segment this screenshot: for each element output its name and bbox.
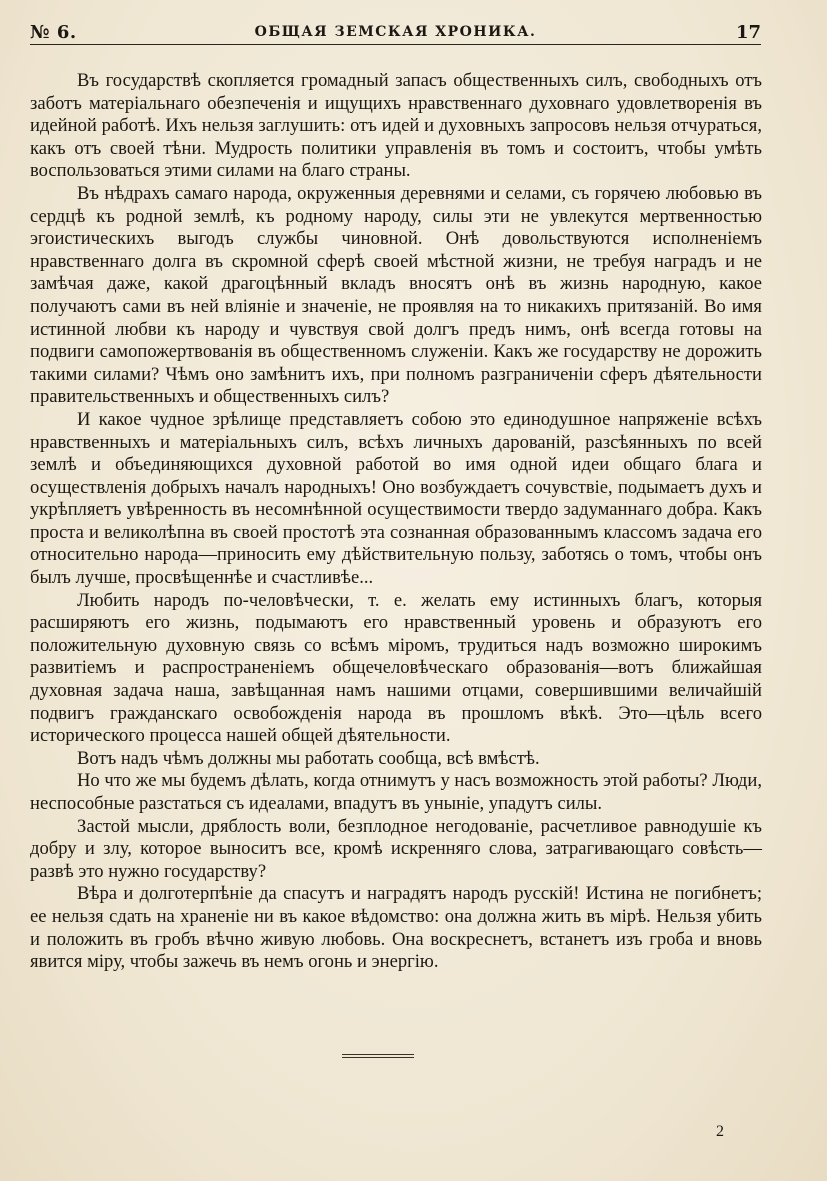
paragraph: Застой мысли, дряблость воли, безплодное негодованіе, расчетливое равнодушіе къ добру и злу, которое выноситъ все, кромѣ искренняго слова, затрагивающаго совѣсть—развѣ это нужно государству? [30, 815, 762, 882]
paragraph: Любить народъ по-человѣчески, т. е. желать ему истинныхъ благъ, которыя расширяютъ его жизнь, подымаютъ его нравственный уровень и образуютъ его положительную духовную связь со всѣмъ міромъ, трудиться надъ возможно широкимъ развитіемъ и распространеніемъ общечеловѣческаго образованія—вотъ ближайшая духовная задача наша, завѣщанная намъ нашими отцами, совершившими величайшій подвигъ гражданскаго освобожденія народа въ прошломъ вѣкѣ. Это—цѣль всего исторического процесса нашей общей дѣятельности. [30, 589, 762, 747]
paragraph: И какое чудное зрѣлище представляетъ собою это единодушное напряженіе всѣхъ нравственныхъ и матеріальныхъ силъ, всѣхъ личныхъ дарованій, разсѣянныхъ по всей землѣ и объединяющихся духовной работой во имя одной идеи общаго блага и осуществленія добрыхъ началъ народныхъ! Оно возбуждаетъ сочувствіе, подымаетъ духъ и укрѣпляетъ увѣренность въ несомнѣнной осуществимости твердо задуманнаго добра. Какъ проста и великолѣпна въ своей простотѣ эта сознанная образованнымъ классомъ задача его относительно народа—приносить ему дѣйствительную пользу, заботясь о томъ, чтобы онъ былъ лучше, просвѣщеннѣе и счастливѣе... [30, 408, 762, 589]
paragraph: Вѣра и долготерпѣніе да спасутъ и наградятъ народъ русскій! Истина не погибнетъ; ее нельзя сдать на храненіе ни въ какое вѣдомство: она должна жить въ мірѣ. Нельзя убить и положить въ гробъ вѣчно живую любовь. Она воскреснетъ, встанетъ изъ гроба и вновь явится міру, чтобы зажечь въ немъ огонь и энергію. [30, 883, 762, 973]
section-separator [342, 1054, 414, 1059]
journal-section-title: ОБЩАЯ ЗЕМСКАЯ ХРОНИКА. [254, 24, 537, 40]
page-number: 17 [735, 22, 761, 43]
issue-number: № 6. [30, 22, 77, 43]
paragraph: Въ нѣдрахъ самаго народа, окруженныя деревнями и селами, съ горячею любовью въ сердцѣ къ родной землѣ, къ родному народу, силы эти не увлекутся мертвенностью эгоистическихъ выгодъ службы чиновной. Онѣ довольствуются исполненіемъ нравственнаго долга въ скромной сферѣ своей мѣстной жизни, не требуя наградъ и не замѣчая даже, какой драгоцѣнный вкладъ вносятъ онѣ въ жизнь народную, какое получаютъ сами въ ней вліяніе и значеніе, не проявляя на то никакихъ притязаній. Во имя истинной любви къ народу и чувствуя свой долгъ предъ нимъ, онѣ всегда готовы на подвиги самопожертвованія въ общественномъ служеніи. Какъ же государству не дорожить такими силами? Чѣмъ оно замѣнитъ ихъ, при полномъ разграниченіи сферъ дѣятельности правительственныхъ и общественныхъ силъ? [30, 182, 762, 408]
paragraph: Вотъ надъ чѣмъ должны мы работать сообща, всѣ вмѣстѣ. [77, 747, 540, 769]
signature-mark: 2 [716, 1123, 724, 1140]
paragraph: Но что же мы будемъ дѣлать, когда отнимутъ у насъ возможность этой работы? Люди, неспособные разстаться съ идеалами, впадутъ въ уныніе, упадутъ силы. [30, 770, 762, 814]
paragraph: Въ государствѣ скопляется громадный запасъ общественныхъ силъ, свободныхъ отъ заботъ матеріальнаго обезпеченія и ищущихъ нравственнаго духовнаго удовлетворенія въ идейной работѣ. Ихъ нельзя заглушить: отъ идей и духовныхъ запросовъ нельзя отчураться, какъ отъ своей тѣни. Мудрость политики управленія въ томъ и состоитъ, чтобы умѣть воспользоваться этими силами на благо страны. [30, 70, 762, 182]
article-body [30, 70, 762, 974]
header-rule [30, 44, 761, 45]
